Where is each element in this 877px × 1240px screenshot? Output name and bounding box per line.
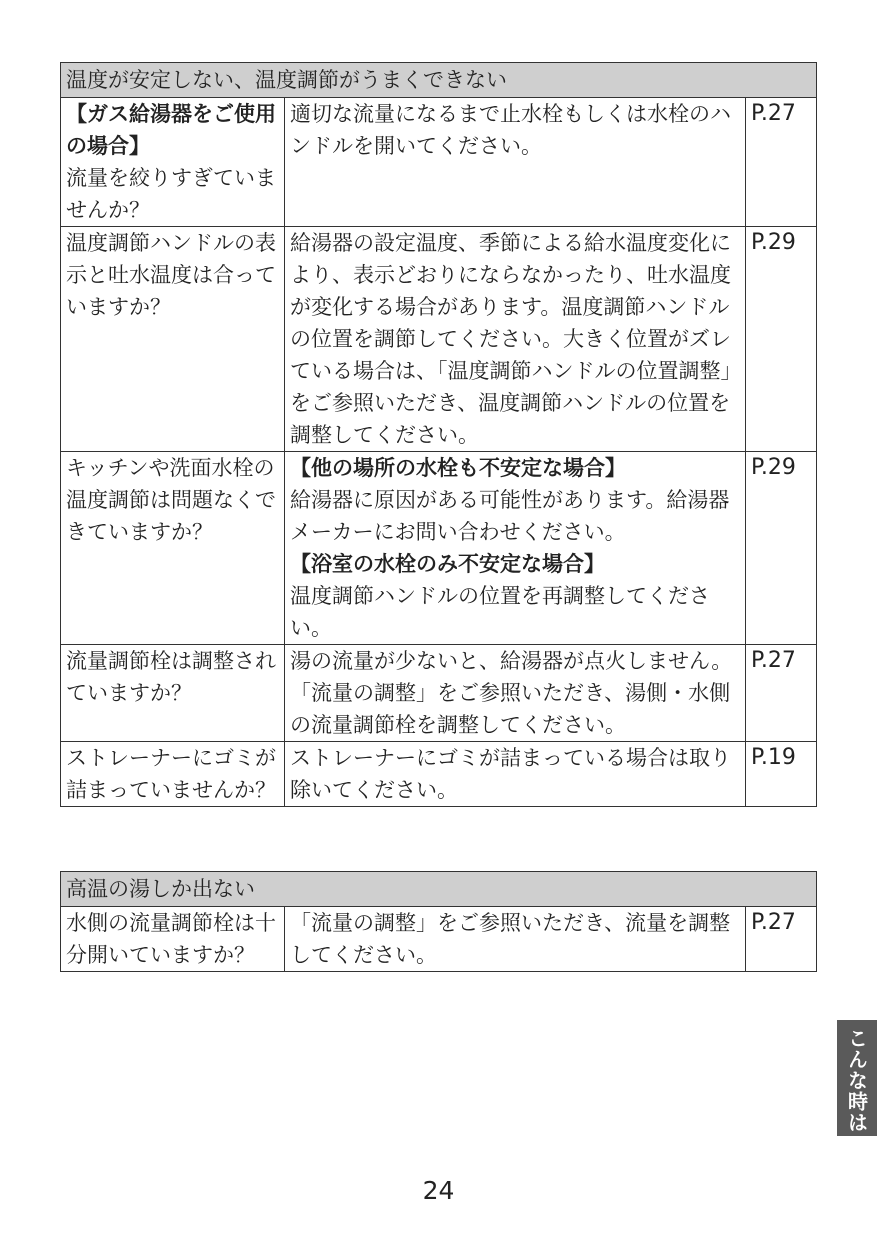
- remedy-text: 給湯器に原因がある可能性があります。給湯器メーカーにお問い合わせください。: [290, 488, 730, 544]
- trouble-table-temperature: [60, 62, 817, 807]
- page-reference: P.29: [746, 452, 817, 645]
- table-row: [61, 227, 817, 452]
- page-number: 24: [422, 1176, 455, 1205]
- chapter-index-tab[interactable]: [837, 1020, 877, 1136]
- cause-cell: [61, 227, 285, 452]
- cause-text: 流量調節栓は調整されていますか？: [66, 649, 276, 705]
- cause-cell: [61, 98, 285, 227]
- table-row: [61, 907, 817, 972]
- table-row: [61, 645, 817, 742]
- remedy-text: 適切な流量になるまで止水栓もしくは水栓のハンドルを開いてください。: [290, 102, 731, 158]
- remedy-cell: [285, 227, 746, 452]
- remedy-text: 給湯器の設定温度、季節による給水温度変化により、表示どおりにならなかったり、吐水温度が変化する場合があります。温度調節ハンドルの位置を調節してください。大きく位置がズレている場合は、「温度調節ハンドルの位置調整」をご参照いただき、温度調節ハンドルの位置を調整してください。: [290, 231, 731, 447]
- section-header-row: [61, 63, 817, 98]
- remedy-cell: [285, 645, 746, 742]
- cause-text: ストレーナーにゴミが詰まっていませんか？: [66, 746, 276, 802]
- table-row: [61, 452, 817, 645]
- remedy-text: 「流量の調整」をご参照いただき、流量を調整してください。: [290, 911, 731, 967]
- cause-text: 流量を絞りすぎていませんか？: [66, 166, 276, 222]
- page-reference: P.27: [746, 98, 817, 227]
- chapter-index-label: こんな時は: [844, 1028, 869, 1133]
- page-reference: P.29: [746, 227, 817, 452]
- section-title: 高温の湯しか出ない: [61, 872, 817, 907]
- cause-text: 水側の流量調節栓は十分開いていますか？: [66, 911, 276, 967]
- page-reference: P.19: [746, 742, 817, 807]
- remedy-cell: [285, 742, 746, 807]
- page-reference: P.27: [746, 907, 817, 972]
- section-header-row: [61, 872, 817, 907]
- condition-heading: 【浴室の水栓のみ不安定な場合】: [290, 552, 605, 576]
- condition-heading: 【ガス給湯器をご使用の場合】: [66, 102, 276, 158]
- trouble-table-hot-only: [60, 871, 817, 972]
- cause-cell: [61, 452, 285, 645]
- table-row: [61, 98, 817, 227]
- cause-cell: [61, 645, 285, 742]
- remedy-text: 温度調節ハンドルの位置を再調整してください。: [290, 584, 710, 640]
- remedy-text: 湯の流量が少ないと、給湯器が点火しません。「流量の調整」をご参照いただき、湯側・水側の流量調節栓を調整してください。: [290, 649, 733, 737]
- section-title: 温度が安定しない、温度調節がうまくできない: [61, 63, 817, 98]
- cause-cell: [61, 907, 285, 972]
- cause-text: キッチンや洗面水栓の温度調節は問題なくできていますか？: [66, 456, 276, 544]
- table-row: [61, 742, 817, 807]
- condition-heading: 【他の場所の水栓も不安定な場合】: [290, 456, 626, 480]
- remedy-cell: [285, 98, 746, 227]
- cause-text: 温度調節ハンドルの表示と吐水温度は合っていますか？: [66, 231, 276, 319]
- cause-cell: [61, 742, 285, 807]
- remedy-cell: [285, 452, 746, 645]
- remedy-cell: [285, 907, 746, 972]
- page-reference: P.27: [746, 645, 817, 742]
- remedy-text: ストレーナーにゴミが詰まっている場合は取り除いてください。: [290, 746, 731, 802]
